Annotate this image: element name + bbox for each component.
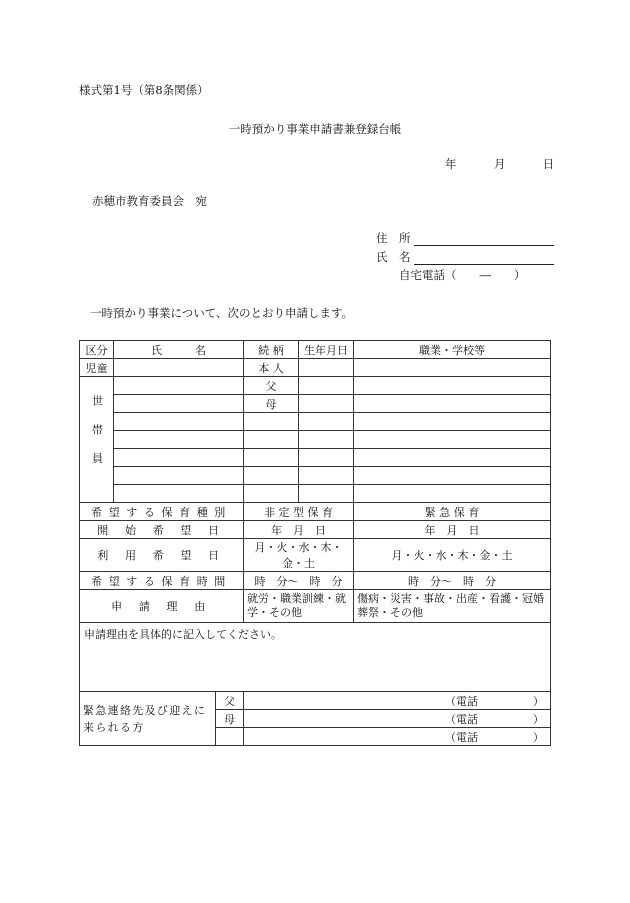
address-row	[376, 230, 554, 246]
intro-text: 一時預かり事業について、次のとおり申請します。	[90, 306, 354, 320]
care-time-emergency[interactable]: 時 分～ 時 分	[354, 572, 551, 590]
start-date-row	[80, 521, 551, 539]
household-name-cell[interactable]	[114, 485, 244, 503]
form-title: 一時預かり事業申請書兼登録台帳	[228, 122, 402, 136]
care-time-row	[80, 572, 551, 590]
date-year: 年	[445, 157, 457, 171]
emergency-phone[interactable]: （電話 ）	[244, 710, 551, 728]
care-type-irregular[interactable]: 非 定 型 保 育	[244, 503, 354, 521]
child-label: 児童	[80, 359, 114, 377]
household-relation-father: 父	[244, 377, 299, 395]
header-category: 区分	[80, 341, 114, 359]
home-phone-row	[399, 267, 526, 283]
household-row	[80, 413, 551, 431]
emergency-relation: 父	[216, 692, 244, 710]
household-name-cell[interactable]	[114, 431, 244, 449]
household-relation-cell[interactable]	[244, 449, 299, 467]
addressee: 赤穂市教育委員会 宛	[92, 194, 207, 208]
emergency-relation: 母	[216, 710, 244, 728]
date-month: 月	[493, 157, 506, 171]
address-field[interactable]	[414, 233, 554, 246]
household-row	[80, 449, 551, 467]
form-number: 様式第1号（第8条関係）	[79, 83, 209, 97]
household-row	[80, 485, 551, 503]
household-occupation-cell[interactable]	[354, 395, 551, 413]
child-birth-cell[interactable]	[299, 359, 354, 377]
date-day: 日	[542, 157, 555, 171]
address-label: 住 所	[376, 231, 411, 245]
header-name: 氏 名	[114, 341, 244, 359]
household-relation-cell[interactable]	[244, 467, 299, 485]
household-name-cell[interactable]	[114, 449, 244, 467]
household-birth-cell[interactable]	[299, 395, 354, 413]
household-name-cell[interactable]	[114, 413, 244, 431]
name-field[interactable]	[414, 252, 554, 265]
household-name-cell[interactable]	[114, 377, 244, 395]
household-row	[80, 395, 551, 413]
household-name-cell[interactable]	[114, 467, 244, 485]
household-label: 世帯員	[80, 377, 114, 503]
header-occupation: 職業・学校等	[354, 341, 551, 359]
reason-label: 申 請 理 由	[80, 590, 244, 623]
household-birth-cell[interactable]	[299, 413, 354, 431]
care-type-emergency[interactable]: 緊 急 保 育	[354, 503, 551, 521]
household-relation-mother: 母	[244, 395, 299, 413]
household-occupation-cell[interactable]	[354, 377, 551, 395]
reason-irregular[interactable]: 就労・職業訓練・就学・その他	[244, 590, 354, 623]
household-relation-cell[interactable]	[244, 485, 299, 503]
use-day-row	[80, 539, 551, 572]
child-relation: 本 人	[244, 359, 299, 377]
reason-emergency[interactable]: 傷病・災害・事故・出産・看護・冠婚葬祭・その他	[354, 590, 551, 623]
child-row	[80, 359, 551, 377]
name-row	[376, 249, 554, 265]
household-row	[80, 467, 551, 485]
home-phone-label[interactable]: 自宅電話（ ― ）	[399, 268, 526, 282]
household-relation-cell[interactable]	[244, 431, 299, 449]
header-relation: 続 柄	[244, 341, 299, 359]
use-day-label: 利 用 希 望 日	[80, 539, 244, 572]
application-table	[79, 340, 551, 746]
table-header-row	[80, 341, 551, 359]
emergency-relation[interactable]	[216, 728, 244, 746]
household-birth-cell[interactable]	[299, 485, 354, 503]
emergency-phone[interactable]: （電話 ）	[244, 692, 551, 710]
household-row	[80, 431, 551, 449]
start-date-emergency[interactable]: 年 月 日	[354, 521, 551, 539]
emergency-row	[80, 692, 551, 710]
start-date-irregular[interactable]: 年 月 日	[244, 521, 354, 539]
household-birth-cell[interactable]	[299, 467, 354, 485]
emergency-phone[interactable]: （電話 ）	[244, 728, 551, 746]
date-line	[445, 156, 560, 172]
household-birth-cell[interactable]	[299, 449, 354, 467]
reason-detail-field[interactable]: 申請理由を具体的に記入してください。	[80, 623, 551, 692]
care-time-label: 希望する保育時間	[80, 572, 244, 590]
care-time-irregular[interactable]: 時 分～ 時 分	[244, 572, 354, 590]
emergency-label: 緊急連絡先及び迎えに来られる方	[80, 692, 216, 746]
use-day-irregular[interactable]: 月・火・水・木・金・土	[244, 539, 354, 572]
reason-detail-row	[80, 623, 551, 692]
household-birth-cell[interactable]	[299, 431, 354, 449]
use-day-emergency[interactable]: 月・火・水・木・金・土	[354, 539, 551, 572]
household-occupation-cell[interactable]	[354, 449, 551, 467]
start-date-label: 開 始 希 望 日	[80, 521, 244, 539]
household-birth-cell[interactable]	[299, 377, 354, 395]
household-occupation-cell[interactable]	[354, 431, 551, 449]
household-relation-cell[interactable]	[244, 413, 299, 431]
reason-row	[80, 590, 551, 623]
name-label: 氏 名	[376, 250, 411, 264]
care-type-label: 希望する保育種別	[80, 503, 244, 521]
household-occupation-cell[interactable]	[354, 467, 551, 485]
care-type-row	[80, 503, 551, 521]
household-occupation-cell[interactable]	[354, 413, 551, 431]
household-row	[80, 377, 551, 395]
child-name-cell[interactable]	[114, 359, 244, 377]
household-occupation-cell[interactable]	[354, 485, 551, 503]
household-name-cell[interactable]	[114, 395, 244, 413]
header-birth: 生年月日	[299, 341, 354, 359]
child-occupation-cell[interactable]	[354, 359, 551, 377]
